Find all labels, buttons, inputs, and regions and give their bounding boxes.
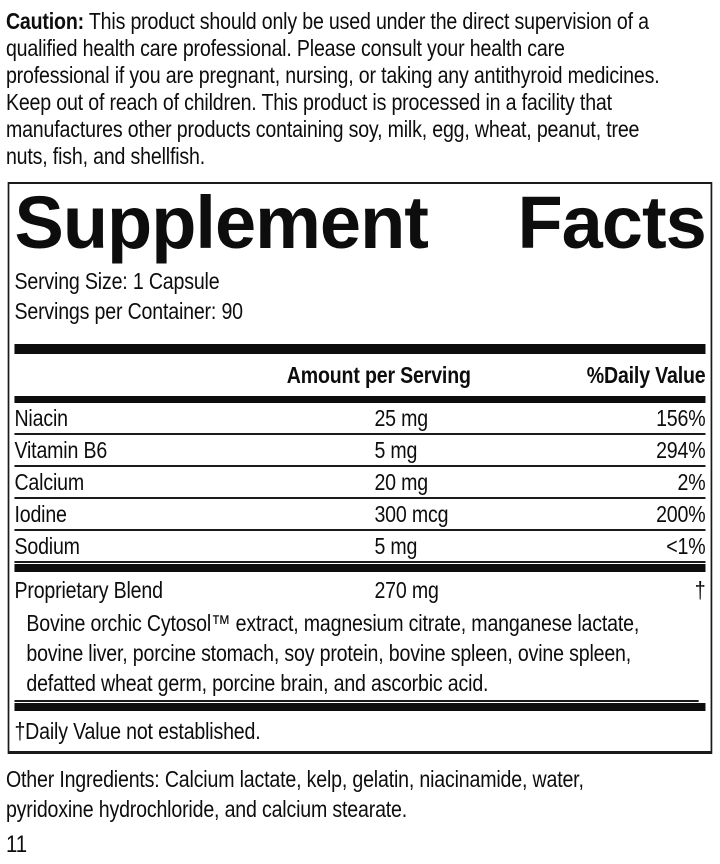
divider-bar-top xyxy=(14,344,705,354)
nutrient-name: Iodine xyxy=(14,500,67,527)
table-row xyxy=(14,435,705,467)
caution-label: Caution: xyxy=(5,8,84,34)
blend-name: Proprietary Blend xyxy=(14,576,163,603)
divider-bar-footnote xyxy=(14,703,705,711)
page-number: 11 xyxy=(5,831,28,859)
servings-per-container: Servings per Container: 90 xyxy=(14,298,243,325)
proprietary-blend-row xyxy=(14,572,705,608)
nutrient-daily-value: 200% xyxy=(656,500,706,527)
divider-bar-blend xyxy=(14,564,705,572)
table-row xyxy=(14,467,705,499)
nutrient-amount: 300 mcg xyxy=(374,500,449,527)
nutrient-name: Niacin xyxy=(14,404,68,431)
table-header-row xyxy=(14,354,705,396)
nutrient-amount: 5 mg xyxy=(374,532,418,559)
caution-paragraph xyxy=(6,8,671,170)
column-header-amount: Amount per Serving xyxy=(286,361,471,388)
table-row xyxy=(14,531,705,563)
serving-size: Serving Size: 1 Capsule xyxy=(14,268,220,295)
divider-bar-header xyxy=(14,396,705,403)
blend-dagger: † xyxy=(694,576,706,603)
title-word-facts: Facts xyxy=(517,181,706,264)
supplement-facts-title xyxy=(14,181,706,264)
supplement-facts-panel xyxy=(8,182,713,754)
other-ingredients: Other Ingredients: Calcium lactate, kelp, gelatin, niacinamide, water, pyridoxine hydrochloride, and calcium stearate. xyxy=(5,766,584,823)
table-row xyxy=(14,499,705,531)
nutrient-amount: 20 mg xyxy=(374,468,428,495)
title-word-supplement: Supplement xyxy=(14,181,428,264)
nutrient-amount: 5 mg xyxy=(374,436,418,463)
column-header-daily-value: %Daily Value xyxy=(586,361,706,388)
table-row xyxy=(14,403,705,435)
nutrient-name: Vitamin B6 xyxy=(14,436,108,463)
nutrient-name: Calcium xyxy=(14,468,84,495)
nutrient-name: Sodium xyxy=(14,532,80,559)
nutrient-daily-value: 2% xyxy=(677,468,706,495)
blend-description: Bovine orchic Cytosol™ extract, magnesium citrate, manganese lactate, bovine liver, porcine stomach, soy protein, bovine spleen, ovine spleen, defatted wheat germ, porcine brain, and ascorbic acid. xyxy=(14,608,698,702)
blend-amount: 270 mg xyxy=(374,576,439,603)
daily-value-footnote: †Daily Value not established. xyxy=(14,718,261,745)
nutrient-daily-value: 294% xyxy=(656,436,706,463)
nutrient-daily-value: 156% xyxy=(656,404,706,431)
nutrient-amount: 25 mg xyxy=(374,404,428,431)
nutrient-daily-value: <1% xyxy=(666,532,706,559)
caution-text: This product should only be used under the direct supervision of a qualified health care professional. Please consult your health care professional if you are pregnant, nursing, or taking any antithyroid medicines. Keep out of reach of children. This product is processed in a facility that manufactures other products containing soy, milk, egg, wheat, peanut, tree nuts, fish, and shellfish. xyxy=(5,8,660,169)
